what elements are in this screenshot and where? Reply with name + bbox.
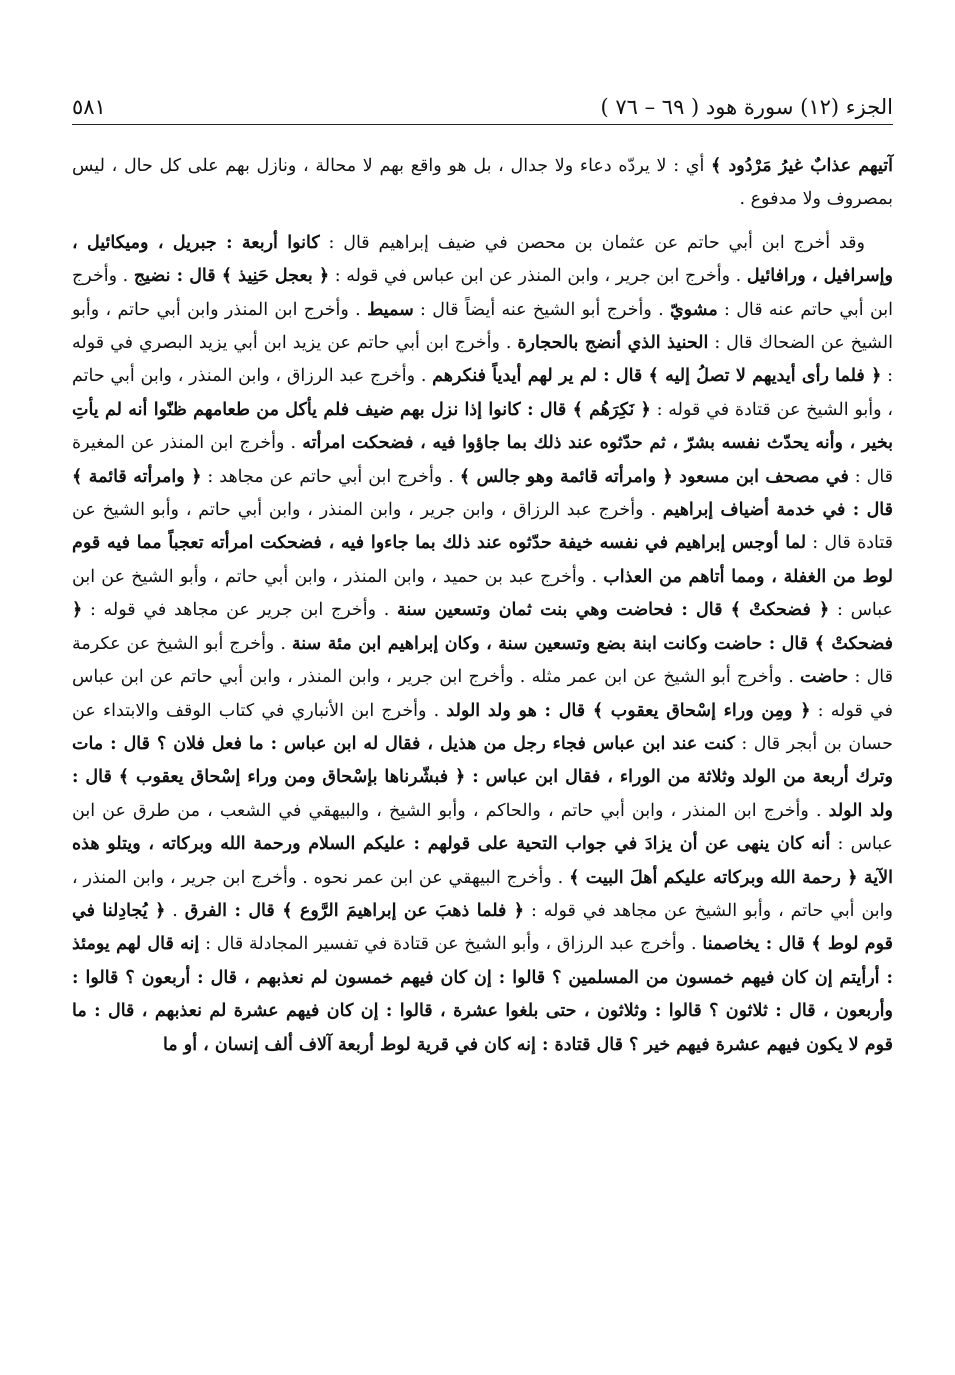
paragraph-1 bbox=[72, 150, 893, 217]
text-run: . وأخرج أبو الشيخ عنه أيضاً قال : bbox=[413, 299, 670, 320]
text-run: . وأخرج عبد الرزاق ، وابن المنذر ، وابن أبي حاتم ، وأبو الشيخ عن قتادة في قوله : bbox=[72, 366, 894, 420]
text-run: . وأخرج أبو الشيخ عن عكرمة قال : bbox=[72, 633, 893, 688]
bold-text-run: ﴿ ومِن وراء إسْحاق يعقوب ﴾ قال : هو ولد الولد bbox=[446, 700, 811, 721]
text-run: . وأخرج ابن المنذر ، وابن أبي حاتم ، والحاكم ، وأبو الشيخ ، والبيهقي في الشعب ، من طرق عن ابن عباس : bbox=[72, 800, 893, 855]
text-run: وقد أخرج ابن أبي حاتم عن عثمان بن محصن في ضيف إبراهيم قال : bbox=[319, 232, 865, 253]
text-run: . وأخرج ابن أبي حاتم عنه قال : bbox=[72, 266, 893, 320]
bold-text-run: ﴿ بعجل حَنِيذ ﴾ قال : نضيج bbox=[133, 266, 330, 287]
text-run: . وأخرج ابن المنذر وابن أبي حاتم ، وأبو الشيخ عن الضحاك قال : bbox=[72, 299, 893, 354]
text-run: . وأخرج عبد الرزاق ، وابن جرير ، وابن المنذر ، وابن أبي حاتم ، وأبو الشيخ عن قتادة قال : bbox=[72, 500, 894, 554]
text-run: . وأخرج عبد بن حميد ، وابن المنذر ، وابن أبي حاتم ، وأبو الشيخ عن ابن عباس : bbox=[72, 566, 893, 621]
bold-text-run: ﴿ يُجادِلنا في قوم لوط ﴾ قال : يخاصمنا bbox=[72, 900, 893, 955]
bold-text-run: كانوا أربعة : جبريل ، وميكائيل ، وإسرافيل ، ورافائيل bbox=[72, 232, 894, 287]
bold-text-run: أنه كان ينهى عن أن يزادَ في جواب التحية على قولهم : عليكم السلام ورحمة الله وبركاته ، ويتلو هذه الآية ﴿ رحمة الله وبركاته عليكم أهلَ البيت ﴾ bbox=[72, 834, 893, 888]
text-run: آتيهم عذابٌ غيرُ مَرْدُود ﴾ bbox=[711, 156, 893, 176]
bold-text-run: مشويّ bbox=[669, 299, 718, 320]
bold-text-run: كنت عند ابن عباس فجاء رجل من هذيل ، فقال له ابن عباس : ما فعل فلان ؟ قال : مات وترك أربعة من الولد وثلاثة من الوراء ، فقال ابن عباس : ﴿ فبشّرناها بإسْحاق ومن وراء إسْحاق يعقوب ﴾ قال : ولد الولد bbox=[72, 733, 894, 821]
bold-text-run: إنه قال لهم يومئذ : أرأيتم إن كان فيهم خمسون من المسلمين ؟ قالوا : إن كان فيهم خمسون لم نعذبهم ، قال : أربعون ؟ قالوا : وأربعون ، قال : ثلاثون ؟ قالوا : وثلاثون ، حتى بلغوا عشرة ، قالوا : إن كان فيهم عشرة لم نعذبهم ، قال : ما قوم لا يكون فيهم عشرة فيهم خير ؟ قال قتادة : إنه كان في قرية لوط أربعة آلاف ألف إنسان ، أو ما bbox=[72, 934, 893, 1055]
bold-text-run: ﴿ فلما رأى أيديهم لا تصلُ إليه ﴾ قال : لم ير لهم أيدياً فنكرهم bbox=[432, 366, 882, 387]
text-run: . وأخرج عبد الرزاق ، وأبو الشيخ عن قتادة في تفسير المجادلة قال : bbox=[199, 934, 703, 955]
page-body bbox=[72, 150, 893, 1062]
text-run: . bbox=[165, 900, 185, 921]
text-run: . وأخرج البيهقي عن ابن عمر نحوه . وأخرج ابن جرير ، وابن المنذر ، وابن أبي حاتم ، وأبو الشيخ عن مجاهد في قوله : bbox=[72, 867, 893, 921]
text-run: . وأخرج ابن جرير ، وابن المنذر عن ابن عباس في قوله : bbox=[329, 266, 747, 287]
text-run: . وأخرج ابن جرير عن مجاهد في قوله : bbox=[82, 600, 397, 621]
text-run: . وأخرج ابن الأنباري في كتاب الوقف والابتداء عن حسان بن أبجر قال : bbox=[72, 700, 893, 754]
bold-text-run: ﴿ فضحكتْ ﴾ قال : فحاضت وهي بنت ثمان وتسعين سنة bbox=[396, 600, 830, 621]
paragraph-2 bbox=[72, 227, 893, 1062]
header-title: الجزء (١٢) سورة هود ( ٦٩ – ٧٦ ) bbox=[600, 95, 893, 119]
bold-text-run: ﴿ فضحكتْ ﴾ قال : حاضت وكانت ابنة بضع وتسعين سنة ، وكان إبراهيم ابن مئة سنة bbox=[72, 600, 893, 654]
text-run: . وأخرج أبو الشيخ عن ابن عمر مثله . وأخرج ابن جرير ، وابن المنذر ، وابن أبي حاتم عن ابن عباس في قوله : bbox=[72, 667, 893, 721]
bold-text-run: سميط bbox=[367, 299, 414, 320]
bold-text-run: ﴿ فلما ذهبَ عن إبراهيمَ الرَّوع ﴾ قال : الفرق bbox=[184, 900, 525, 921]
text-run: . وأخرج ابن أبي حاتم عن مجاهد : bbox=[201, 466, 460, 487]
text-run: . وأخرج ابن أبي حاتم عن يزيد ابن أبي يزيد البصري في قوله : bbox=[72, 333, 893, 387]
page-number: ٥٨١ bbox=[72, 95, 106, 119]
text-run: . وأخرج ابن المنذر عن المغيرة قال : bbox=[72, 433, 894, 487]
bold-text-run: الحنيذ الذي أنضج بالحجارة bbox=[517, 333, 709, 354]
bold-text-run: لما أوجس إبراهيم في نفسه خيفة حدّثوه عند ذلك بما جاءوا فيه ، فضحكت امرأته تعجباً مما فيه قوم لوط من الغفلة ، ومما أتاهم من العذاب bbox=[72, 533, 894, 587]
bold-text-run: في مصحف ابن مسعود ﴿ وامرأته قائمة وهو جالس ﴾ bbox=[459, 466, 849, 487]
text-run: أي : لا يردّه دعاء ولا جدال ، بل هو واقع بهم لا محالة ، ونازل بهم على كل حال ، ليس بمصروف ولا مدفوع . bbox=[72, 156, 893, 210]
bold-text-run: حاضت bbox=[800, 667, 849, 688]
bold-text-run: ﴿ نَكِرَهُم ﴾ قال : كانوا إذا نزل بهم ضيف فلم يأكل من طعامهم ظنّوا أنه لم يأتِ بخير ، وأنه يحدّث نفسه بشرّ ، ثم حدّثوه عند ذلك بما جاؤوا فيه ، فضحكت امرأته bbox=[72, 399, 893, 454]
running-header bbox=[72, 94, 893, 125]
bold-text-run: ﴿ وامرأته قائمة ﴾ قال : في خدمة أضياف إبراهيم bbox=[72, 466, 893, 521]
